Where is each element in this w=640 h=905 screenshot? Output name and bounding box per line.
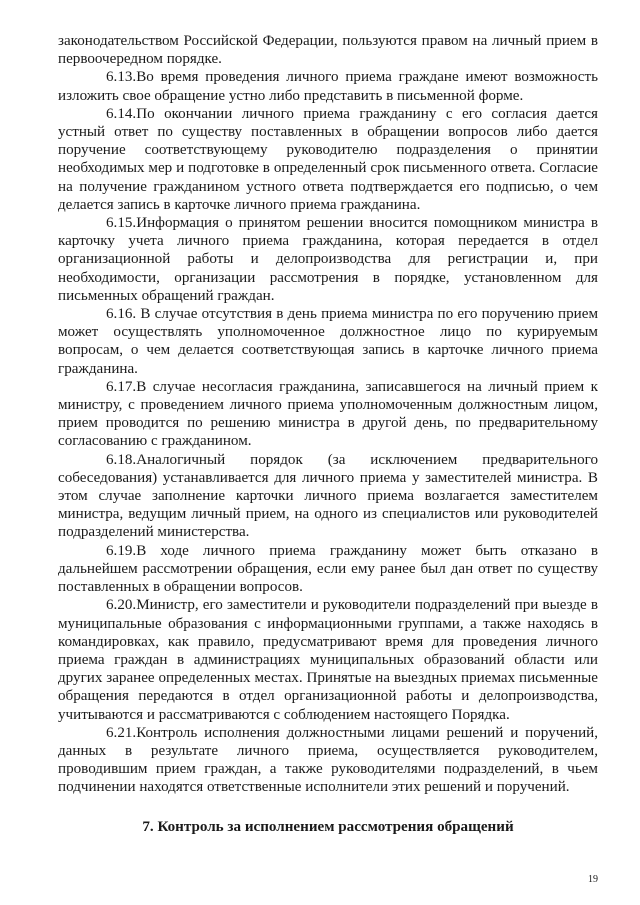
paragraph-6-16: 6.16. В случае отсутствия в день приема министра по его поручению прием может осуществлять уполномоченное должностное лицо по курируемым вопросам, о чем делается соответствующая запись в карточке личного приема гражданина. bbox=[58, 306, 598, 377]
paragraph-continuation: законодательством Российской Федерации, пользуются правом на личный прием в первоочередном порядке. bbox=[58, 33, 598, 68]
document-page bbox=[58, 32, 598, 836]
section-heading: 7. Контроль за исполнением рассмотрения обращений bbox=[142, 818, 514, 835]
paragraph-6-19: 6.19.В ходе личного приема гражданину может быть отказано в дальнейшем рассмотрении обращения, если ему ранее был дан ответ по существу поставленных в обращении вопросов. bbox=[58, 542, 598, 596]
paragraph-6-15: 6.15.Информация о принятом решении вносится помощником министра в карточку учета личного приема гражданина, которая передается в отдел организационной работы и делопроизводства для регистрации и, при необходимости, организации рассмотрения в порядке, установленном для письменных обращений граждан. bbox=[58, 215, 598, 304]
paragraph-6-17: 6.17.В случае несогласия гражданина, записавшегося на личный прием к министру, с проведением личного приема уполномоченным должностным лицом, прием проводится по решению министра в другой день, по предварительному согласованию с гражданином. bbox=[58, 378, 598, 450]
paragraph-6-13: 6.13.Во время проведения личного приема граждане имеют возможность изложить свое обращение устно либо представить в письменной форме. bbox=[58, 69, 598, 104]
paragraph-6-20: 6.20.Министр, его заместители и руководители подразделений при выезде в муниципальные образования с информационными группами, а также находясь в командировках, как правило, предусматривают время для проведения личного приема граждан в администрациях муниципальных образований области или других заранее определенных местах. Принятые на выездных приемах письменные обращения передаются в отдел организационной работы и делопроизводства, учитываются и рассматриваются с соблюдением настоящего Порядка. bbox=[58, 597, 598, 723]
paragraph-6-14: 6.14.По окончании личного приема гражданину с его согласия дается устный ответ по существу поставленных в обращении вопросов либо дается поручение соответствующему руководителю подразделения о принятии необходимых мер и подготовке в определенный срок письменного ответа. Согласие на получение гражданином устного ответа подтверждается его подписью, о чем делается запись в карточке личного приема гражданина. bbox=[58, 105, 598, 213]
paragraph-6-21: 6.21.Контроль исполнения должностными лицами решений и поручений, данных в результате личного приема, осуществляется руководителем, проводившим прием граждан, а также руководителями подразделений, в чьем подчинении находятся ответственные исполнители этих решений и поручений. bbox=[58, 724, 598, 796]
paragraph-6-18: 6.18.Аналогичный порядок (за исключением предварительного собеседования) устанавливается для личного приема у заместителей министра. В этом случае заполнение карточки личного приема возлагается заместителем министра, ведущим личный прием, на одного из специалистов или руководителей подразделений министерства. bbox=[58, 451, 598, 541]
page-number: 19 bbox=[588, 874, 598, 885]
